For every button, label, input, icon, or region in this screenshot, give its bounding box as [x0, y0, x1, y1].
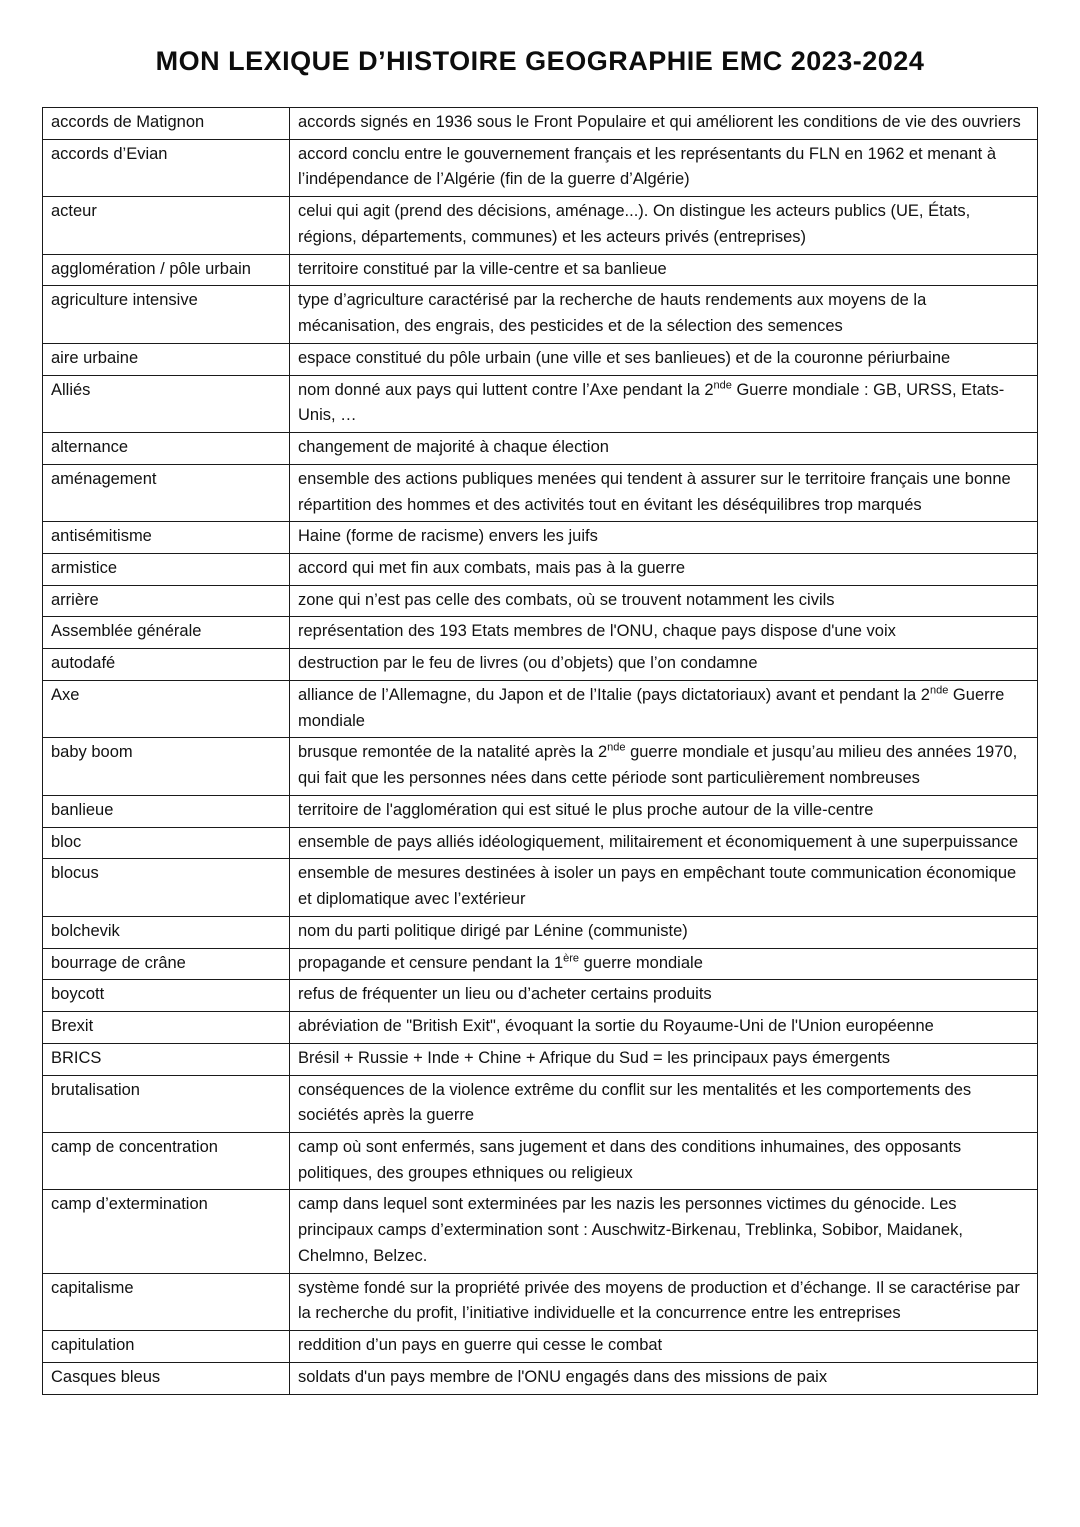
term-cell: agriculture intensive [43, 286, 290, 343]
definition-cell: brusque remontée de la natalité après la 2nde guerre mondiale et jusqu’au milieu des années 1970, qui fait que les personnes nées dans cette période sont particulièrement nombreuses [290, 738, 1038, 795]
term-cell: bolchevik [43, 916, 290, 948]
definition-cell: refus de fréquenter un lieu ou d’acheter certains produits [290, 980, 1038, 1012]
glossary-row [43, 1190, 1038, 1273]
term-cell: Brexit [43, 1012, 290, 1044]
glossary-row [43, 375, 1038, 432]
definition-cell: espace constitué du pôle urbain (une ville et ses banlieues) et de la couronne périurbaine [290, 343, 1038, 375]
term-cell: bloc [43, 827, 290, 859]
definition-cell: camp dans lequel sont exterminées par les nazis les personnes victimes du génocide. Les principaux camps d’extermination sont : Auschwitz-Birkenau, Treblinka, Sobibor, Maidanek, Chelmno, Belzec. [290, 1190, 1038, 1273]
term-cell: agglomération / pôle urbain [43, 254, 290, 286]
glossary-row [43, 916, 1038, 948]
term-cell: accords de Matignon [43, 108, 290, 140]
definition-cell: représentation des 193 Etats membres de l'ONU, chaque pays dispose d'une voix [290, 617, 1038, 649]
glossary-row [43, 617, 1038, 649]
term-cell: camp d’extermination [43, 1190, 290, 1273]
definition-cell: ensemble de pays alliés idéologiquement, militairement et économiquement à une superpuissance [290, 827, 1038, 859]
definition-cell: reddition d’un pays en guerre qui cesse le combat [290, 1331, 1038, 1363]
definition-cell: destruction par le feu de livres (ou d’objets) que l’on condamne [290, 649, 1038, 681]
definition-cell: ensemble de mesures destinées à isoler un pays en empêchant toute communication économique et diplomatique avec l’extérieur [290, 859, 1038, 916]
glossary-row [43, 585, 1038, 617]
term-cell: brutalisation [43, 1075, 290, 1132]
glossary-row [43, 1043, 1038, 1075]
term-cell: alternance [43, 433, 290, 465]
glossary-row [43, 1012, 1038, 1044]
glossary-row [43, 464, 1038, 521]
term-cell: acteur [43, 197, 290, 254]
term-cell: banlieue [43, 795, 290, 827]
term-cell: autodafé [43, 649, 290, 681]
glossary-row [43, 433, 1038, 465]
definition-cell: accord conclu entre le gouvernement français et les représentants du FLN en 1962 et menant à l’indépendance de l’Algérie (fin de la guerre d’Algérie) [290, 139, 1038, 196]
definition-cell: territoire de l'agglomération qui est situé le plus proche autour de la ville-centre [290, 795, 1038, 827]
term-cell: aménagement [43, 464, 290, 521]
term-cell: camp de concentration [43, 1132, 290, 1189]
term-cell: baby boom [43, 738, 290, 795]
term-cell: blocus [43, 859, 290, 916]
term-cell: Casques bleus [43, 1362, 290, 1394]
term-cell: boycott [43, 980, 290, 1012]
glossary-row [43, 254, 1038, 286]
glossary-row [43, 1075, 1038, 1132]
definition-cell: conséquences de la violence extrême du conflit sur les mentalités et les comportements des sociétés après la guerre [290, 1075, 1038, 1132]
term-cell: arrière [43, 585, 290, 617]
glossary-row [43, 197, 1038, 254]
term-cell: accords d’Evian [43, 139, 290, 196]
glossary-row [43, 948, 1038, 980]
term-cell: BRICS [43, 1043, 290, 1075]
definition-cell: celui qui agit (prend des décisions, aménage...). On distingue les acteurs publics (UE, États, régions, départements, communes) et les acteurs privés (entreprises) [290, 197, 1038, 254]
glossary-row [43, 795, 1038, 827]
glossary-row [43, 522, 1038, 554]
term-cell: Axe [43, 680, 290, 737]
glossary-row [43, 738, 1038, 795]
definition-cell: zone qui n’est pas celle des combats, où se trouvent notamment les civils [290, 585, 1038, 617]
glossary-row [43, 343, 1038, 375]
glossary-row [43, 108, 1038, 140]
definition-cell: ensemble des actions publiques menées qui tendent à assurer sur le territoire français une bonne répartition des hommes et des activités tout en évitant les déséquilibres trop marqués [290, 464, 1038, 521]
definition-cell: nom du parti politique dirigé par Lénine (communiste) [290, 916, 1038, 948]
glossary-row [43, 649, 1038, 681]
definition-cell: abréviation de "British Exit", évoquant la sortie du Royaume-Uni de l'Union européenne [290, 1012, 1038, 1044]
term-cell: armistice [43, 554, 290, 586]
glossary-row [43, 859, 1038, 916]
definition-cell: accord qui met fin aux combats, mais pas à la guerre [290, 554, 1038, 586]
glossary-row [43, 554, 1038, 586]
term-cell: Alliés [43, 375, 290, 432]
glossary-row [43, 139, 1038, 196]
glossary-row [43, 1132, 1038, 1189]
glossary-row [43, 1331, 1038, 1363]
definition-cell: alliance de l’Allemagne, du Japon et de l’Italie (pays dictatoriaux) avant et pendant la 2nde Guerre mondiale [290, 680, 1038, 737]
definition-cell: type d’agriculture caractérisé par la recherche de hauts rendements aux moyens de la mécanisation, des engrais, des pesticides et de la sélection des semences [290, 286, 1038, 343]
page-title: MON LEXIQUE D’HISTOIRE GEOGRAPHIE EMC 2023-2024 [155, 46, 925, 76]
definition-cell: Haine (forme de racisme) envers les juifs [290, 522, 1038, 554]
glossary-table-body [43, 108, 1038, 1395]
term-cell: Assemblée générale [43, 617, 290, 649]
definition-cell: Brésil + Russie + Inde + Chine + Afrique du Sud = les principaux pays émergents [290, 1043, 1038, 1075]
definition-cell: camp où sont enfermés, sans jugement et dans des conditions inhumaines, des opposants politiques, des groupes ethniques ou religieux [290, 1132, 1038, 1189]
term-cell: capitalisme [43, 1273, 290, 1330]
glossary-row [43, 680, 1038, 737]
glossary-table [42, 107, 1038, 1395]
term-cell: antisémitisme [43, 522, 290, 554]
term-cell: bourrage de crâne [43, 948, 290, 980]
definition-cell: accords signés en 1936 sous le Front Populaire et qui améliorent les conditions de vie des ouvriers [290, 108, 1038, 140]
term-cell: aire urbaine [43, 343, 290, 375]
glossary-row [43, 1273, 1038, 1330]
definition-cell: propagande et censure pendant la 1ère guerre mondiale [290, 948, 1038, 980]
definition-cell: territoire constitué par la ville-centre et sa banlieue [290, 254, 1038, 286]
glossary-row [43, 1362, 1038, 1394]
definition-cell: nom donné aux pays qui luttent contre l’Axe pendant la 2nde Guerre mondiale : GB, URSS, Etats-Unis, … [290, 375, 1038, 432]
glossary-row [43, 286, 1038, 343]
term-cell: capitulation [43, 1331, 290, 1363]
definition-cell: changement de majorité à chaque élection [290, 433, 1038, 465]
glossary-row [43, 980, 1038, 1012]
definition-cell: soldats d'un pays membre de l'ONU engagés dans des missions de paix [290, 1362, 1038, 1394]
definition-cell: système fondé sur la propriété privée des moyens de production et d’échange. Il se caractérise par la recherche du profit, l’initiative individuelle et la concurrence entre les entreprises [290, 1273, 1038, 1330]
glossary-row [43, 827, 1038, 859]
